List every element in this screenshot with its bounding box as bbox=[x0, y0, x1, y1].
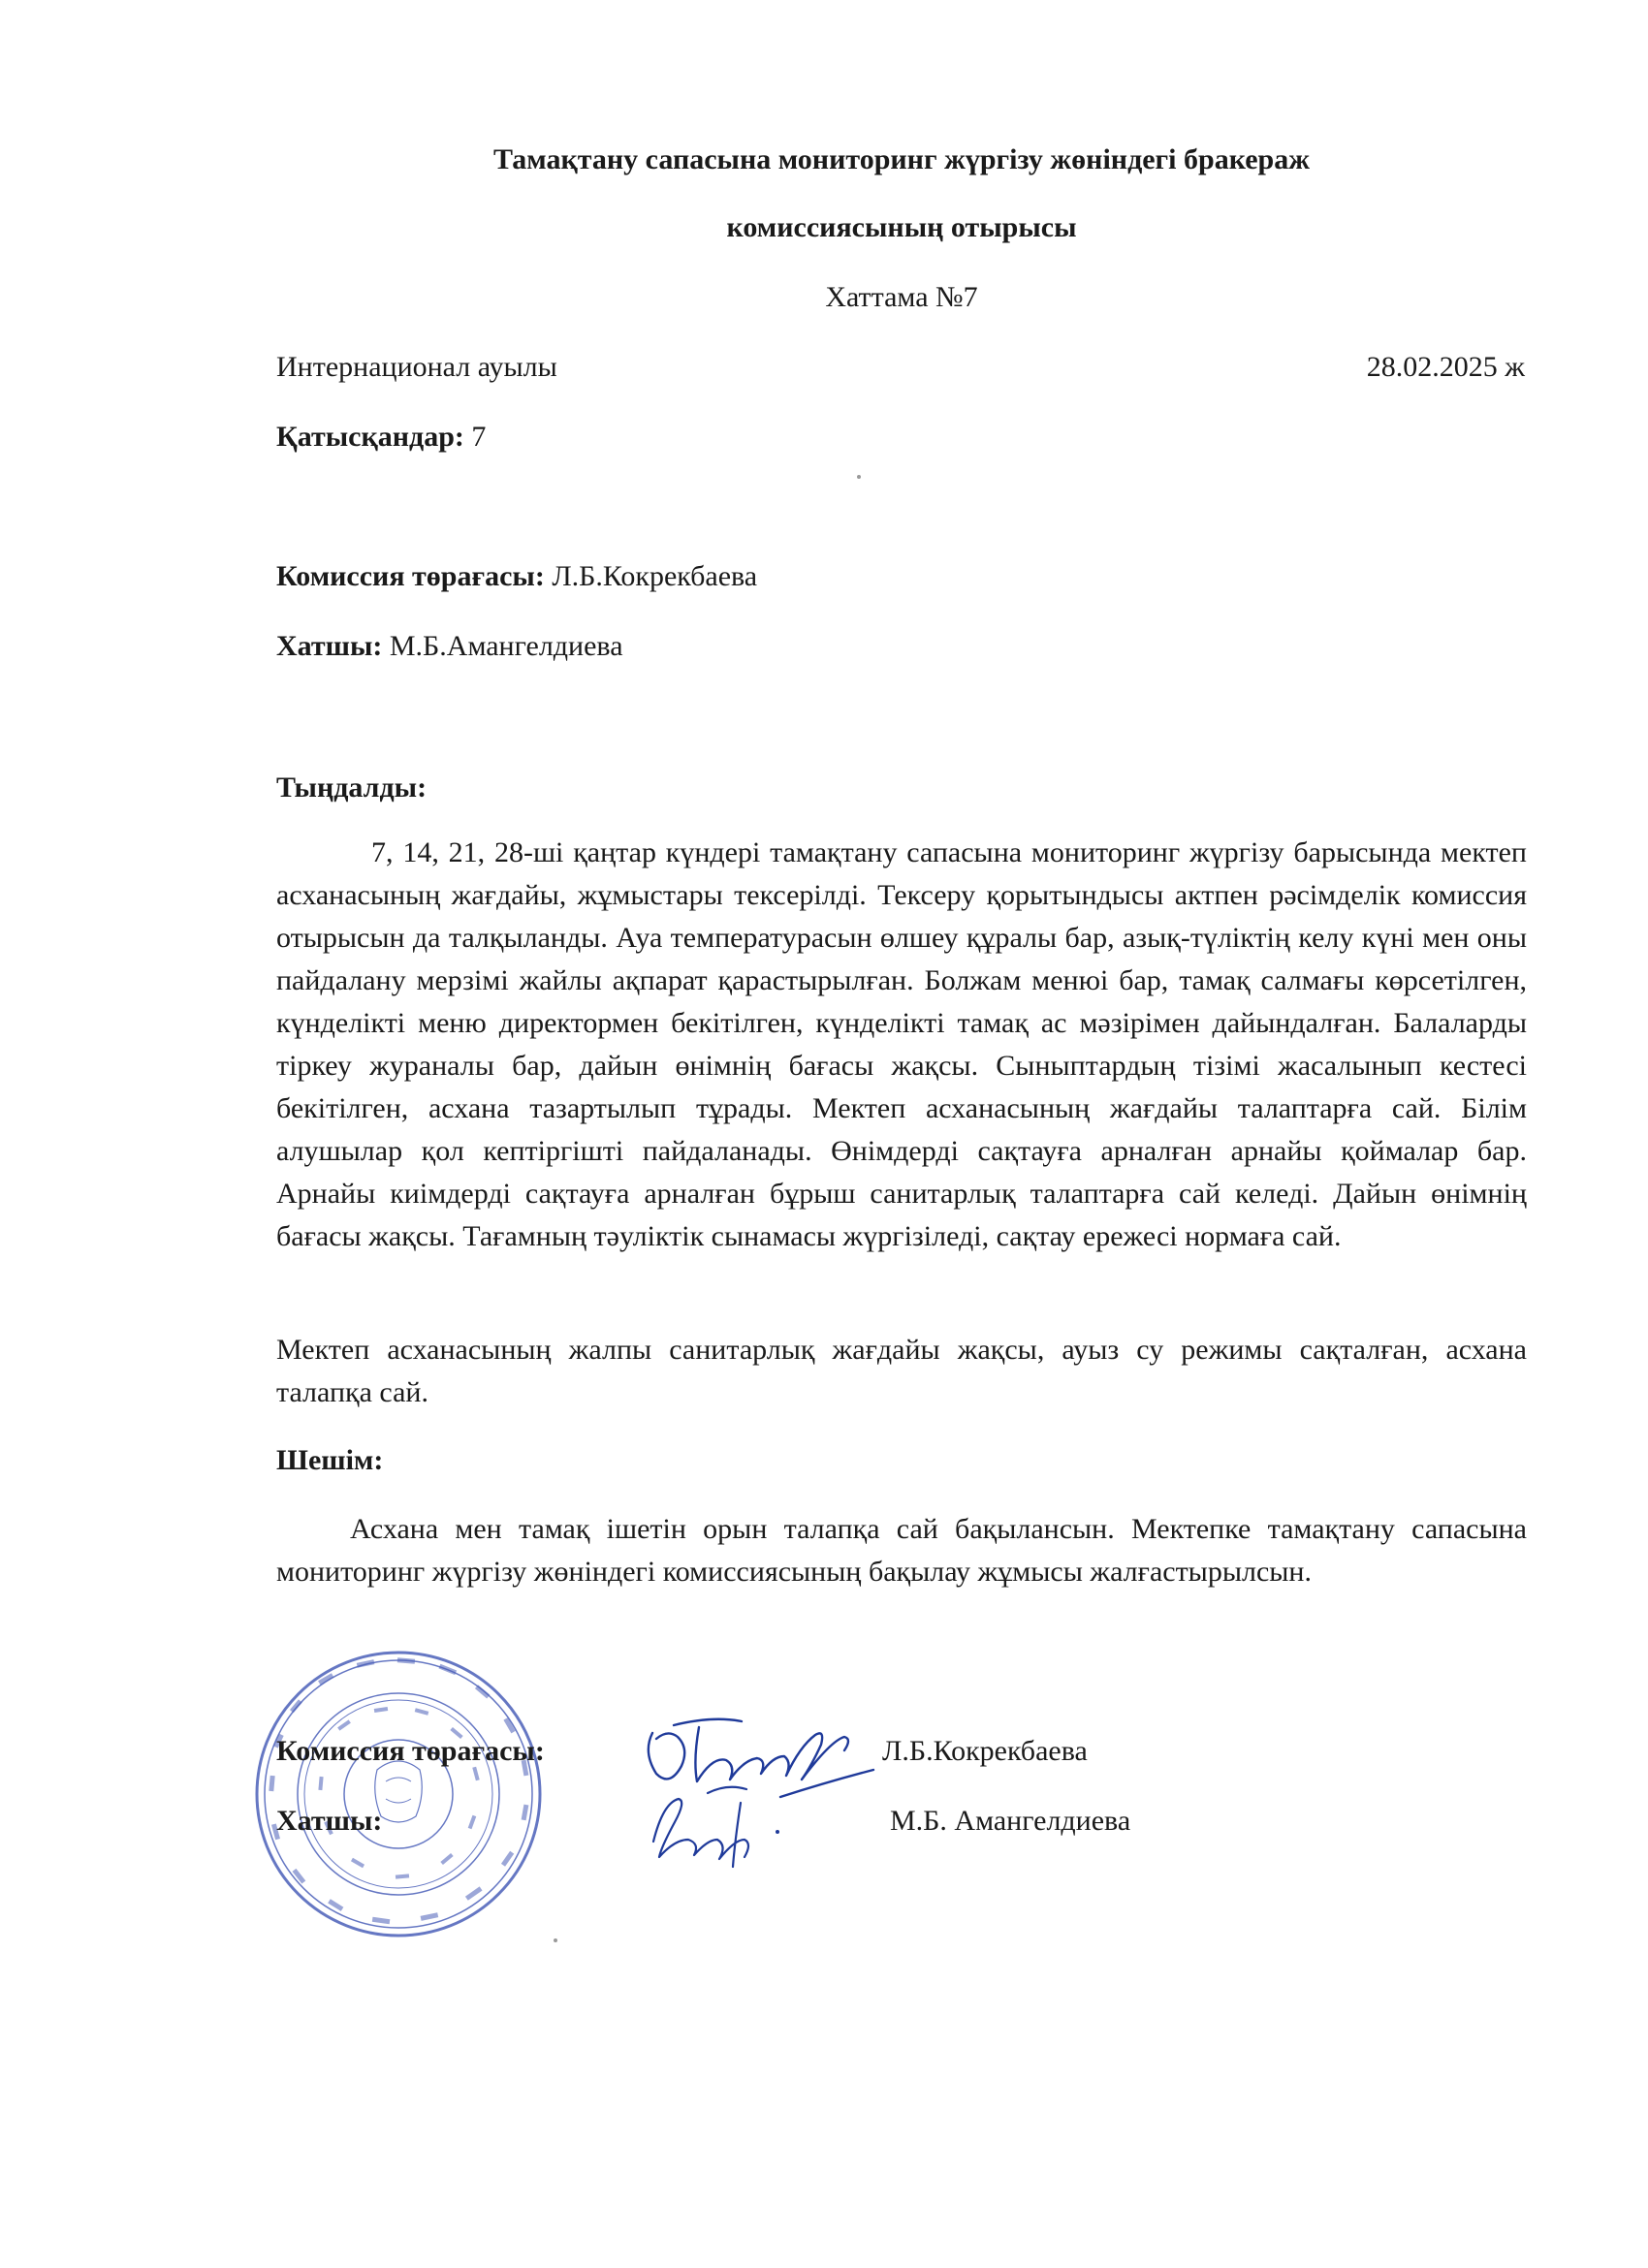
heard-paragraph-1: 7, 14, 21, 28-ші қаңтар күндері тамақтану сапасына мониторинг жүргізу барысында мектеп асханасының жағдайы, жұмыстары тексерілді. Тексеру қорытындысы актпен рәсімделік комиссия отырысын да талқыланды. Ауа температурасын өлшеу құралы бар, азық-түліктің келу күні мен оны пайдалану мерзімі жайлы ақпарат қарастырылған. Болжам менюі бар, тамақ салмағы көрсетілген, күнделікті меню директормен бекітілген, күнделікті тамақ ас мәзірімен дайындалған. Балаларды тіркеу жураналы бар, дайын өнімнің бағасы жақсы. Сыныптардың тізімі жасалынып кестесі бекітілген, асхана тазартылып тұрады. Мектеп асханасының жағдайы талаптарға сай. Білім алушылар қол кептіргішті пайдаланады. Өнімдерді сақтауға арналған арнайы қоймалар бар. Арнайы киімдерді сақтауға арналған бұрыш санитарлық талаптарға сай келеді. Дайын өнімнің бағасы жақсы. Тағамның тәуліктік сынамасы жүргізіледі, сақтау ережесі нормаға сай. bbox=[276, 836, 1527, 1252]
signature-chair-name: Л.Б.Кокрекбаева bbox=[882, 1735, 1088, 1767]
document-title-line2: комиссиясының отырысы bbox=[726, 211, 1077, 243]
secretary-line bbox=[276, 630, 623, 663]
heard-paragraph-2: Мектеп асханасының жалпы санитарлық жағдайы жақсы, ауыз су режимы сақталған, асхана талапқа сай. bbox=[276, 1334, 1527, 1408]
secretary-label: Хатшы: bbox=[276, 630, 383, 662]
document-title-line1: Тамақтану сапасына мониторинг жүргізу жөніндегі бракераж bbox=[493, 143, 1310, 175]
signature-secretary-label-wrap bbox=[276, 1805, 382, 1838]
protocol-number: Хаттама №7 bbox=[825, 281, 978, 313]
heard-heading bbox=[276, 772, 427, 804]
chair-line bbox=[276, 560, 757, 593]
secretary-name: М.Б.Амангелдиева bbox=[382, 630, 623, 662]
scan-speck bbox=[857, 475, 861, 479]
signature-chair-label-wrap bbox=[276, 1735, 545, 1768]
decision-text: Асхана мен тамақ ішетін орын талапқа сай бақылансын. Мектепке тамақтану сапасына мониторинг жүргізу жөніндегі комиссиясының бақылау жұмысы жалғастырылсын. bbox=[276, 1513, 1527, 1588]
scan-speck bbox=[554, 1938, 557, 1942]
participants-label: Қатысқандар: bbox=[276, 421, 464, 453]
decision-heading bbox=[276, 1444, 383, 1477]
official-stamp bbox=[250, 1646, 547, 1942]
participants-line bbox=[276, 421, 486, 454]
signature-secretary-label: Хатшы: bbox=[276, 1805, 383, 1837]
decision-label: Шешім: bbox=[276, 1444, 384, 1476]
signature-secretary-name: М.Б. Амангелдиева bbox=[890, 1805, 1131, 1837]
participants-value: 7 bbox=[463, 421, 487, 453]
location: Интернационал ауылы bbox=[276, 351, 557, 383]
secretary-signature bbox=[640, 1774, 795, 1880]
signature-chair-label: Комиссия төрағасы: bbox=[276, 1735, 545, 1767]
document-date: 28.02.2025 ж bbox=[1366, 351, 1525, 383]
heard-label: Тыңдалды: bbox=[276, 772, 428, 803]
chair-label: Комиссия төрағасы: bbox=[276, 560, 545, 592]
chair-name: Л.Б.Кокрекбаева bbox=[544, 560, 758, 592]
